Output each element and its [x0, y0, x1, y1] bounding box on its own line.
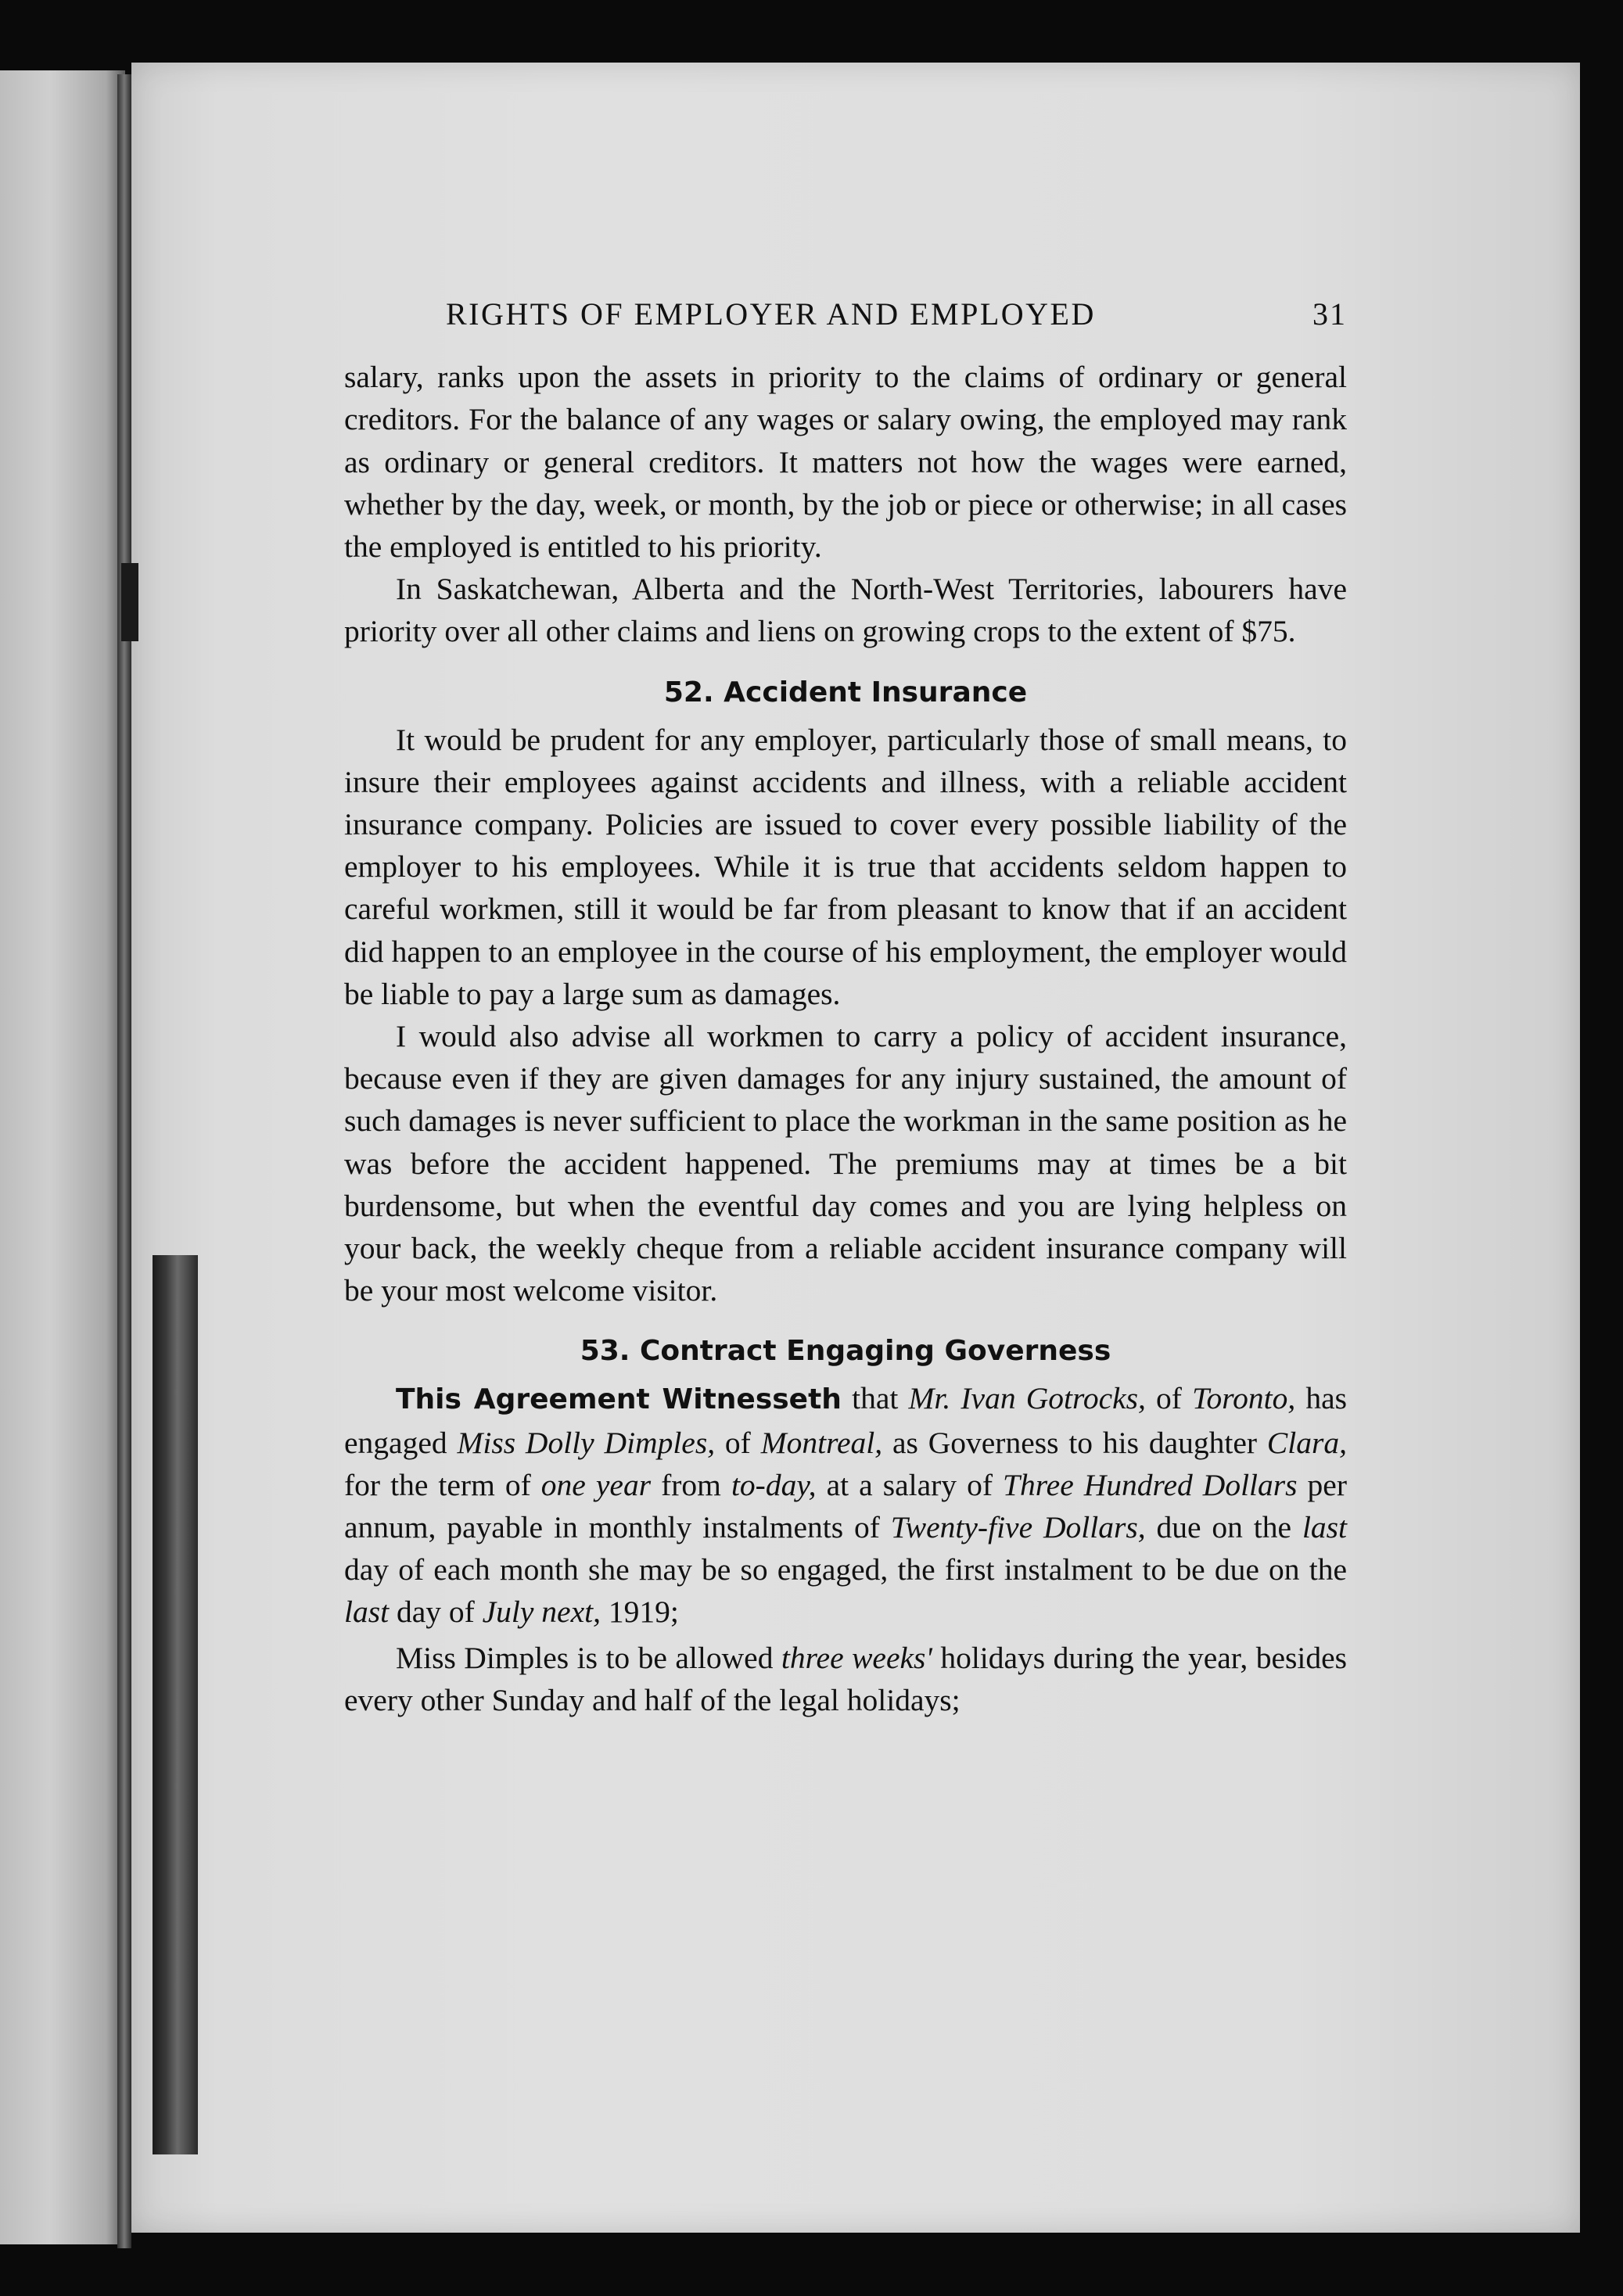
term-length: one year: [540, 1467, 652, 1502]
paragraph-holidays: [344, 1637, 1347, 1721]
instalment-amount: Twenty-five Dollars,: [890, 1510, 1146, 1545]
salary-amount: Three Hundred Dollars: [1003, 1467, 1298, 1502]
text: due on the: [1145, 1510, 1302, 1545]
text: has engaged: [344, 1381, 1348, 1460]
running-head-title: RIGHTS OF EMPLOYER AND EMPLOYED: [446, 296, 1096, 332]
first-due-month: July next,: [482, 1595, 601, 1630]
start-date: to-day,: [731, 1467, 817, 1502]
text: as Governess to his daughter: [882, 1425, 1267, 1460]
daughter-name: Clara,: [1266, 1425, 1347, 1460]
text: at a salary of: [816, 1467, 1004, 1502]
page-number: 31: [1312, 296, 1347, 332]
text: for the term of: [344, 1467, 541, 1502]
running-head: [344, 293, 1347, 335]
facing-page-edge: [0, 70, 125, 2244]
text: 1919;: [600, 1595, 679, 1630]
text: that: [841, 1381, 909, 1416]
paragraph-agreement: [344, 1377, 1347, 1633]
text: per annum, payable in monthly instalments of: [344, 1467, 1347, 1545]
binding-mark: [121, 563, 138, 641]
section-52-heading: 52. Accident Insurance: [663, 676, 1028, 709]
paragraph-continued: salary, ranks upon the assets in priority to the claims of ordinary or general creditors. For the balance of any wages or salary owing, the employed may rank as ordinary or general creditors. It matters not how the wages were earned, whether by the day, week, or month, by the job or piece or otherwise; in all cases the employed is entitled to his priority.: [344, 360, 1347, 565]
governess-name: Miss Dolly Dimples,: [457, 1425, 716, 1460]
paragraph-saskatchewan: In Saskatchewan, Alberta and the North-West Territories, labourers have priority over all other claims and liens on growing crops to the extent of $75.: [344, 572, 1347, 649]
governess-city: Montreal,: [760, 1425, 883, 1460]
text: of: [715, 1425, 761, 1460]
text: day of: [389, 1595, 483, 1630]
first-due-day: last: [344, 1595, 390, 1630]
text: holidays during the year, besides every other Sunday and half of the legal holidays;: [344, 1640, 1347, 1717]
page-text: [344, 293, 1347, 1721]
text: day of each month she may be so engaged, the first instalment to be due on the: [344, 1552, 1347, 1587]
binding-tape: [153, 1255, 198, 2154]
book-gutter: [117, 74, 131, 2248]
section-53-heading: 53. Contract Engaging Governess: [580, 1335, 1111, 1368]
due-day: last: [1302, 1510, 1348, 1545]
agreement-lead: This Agreement Witnesseth: [396, 1383, 842, 1416]
paragraph-accident-prudent: It would be prudent for any employer, particularly those of small means, to insure their employees against accidents and illness, with a reliable accident insurance company. Policies are issued to cover every possible liability of the employer to his employees. While it is true that accidents seldom happen to careful workmen, still it would be far from pleasant to know that if an accident did happen to an employee in the course of his employment, the employer would be liable to pay a large sum as damages.: [344, 722, 1347, 1011]
paragraph-accident-advice: I would also advise all workmen to carry a policy of accident insurance, because even if they are given damages for any injury sustained, the amount of such damages is never sufficient to place the workman in the same position as he was before the accident happened. The premiums may at times be a bit burdensome, but when the eventful day comes and you are lying helpless on your back, the weekly cheque from a reliable accident insurance company will be your most welcome visitor.: [344, 1019, 1347, 1308]
employer-name: Mr. Ivan Gotrocks,: [908, 1381, 1146, 1416]
text: of: [1145, 1381, 1193, 1416]
holiday-length: three weeks': [781, 1640, 932, 1675]
employer-city: Toronto,: [1192, 1381, 1296, 1416]
text: Miss Dimples is to be allowed: [396, 1640, 781, 1675]
text: from: [651, 1467, 731, 1502]
